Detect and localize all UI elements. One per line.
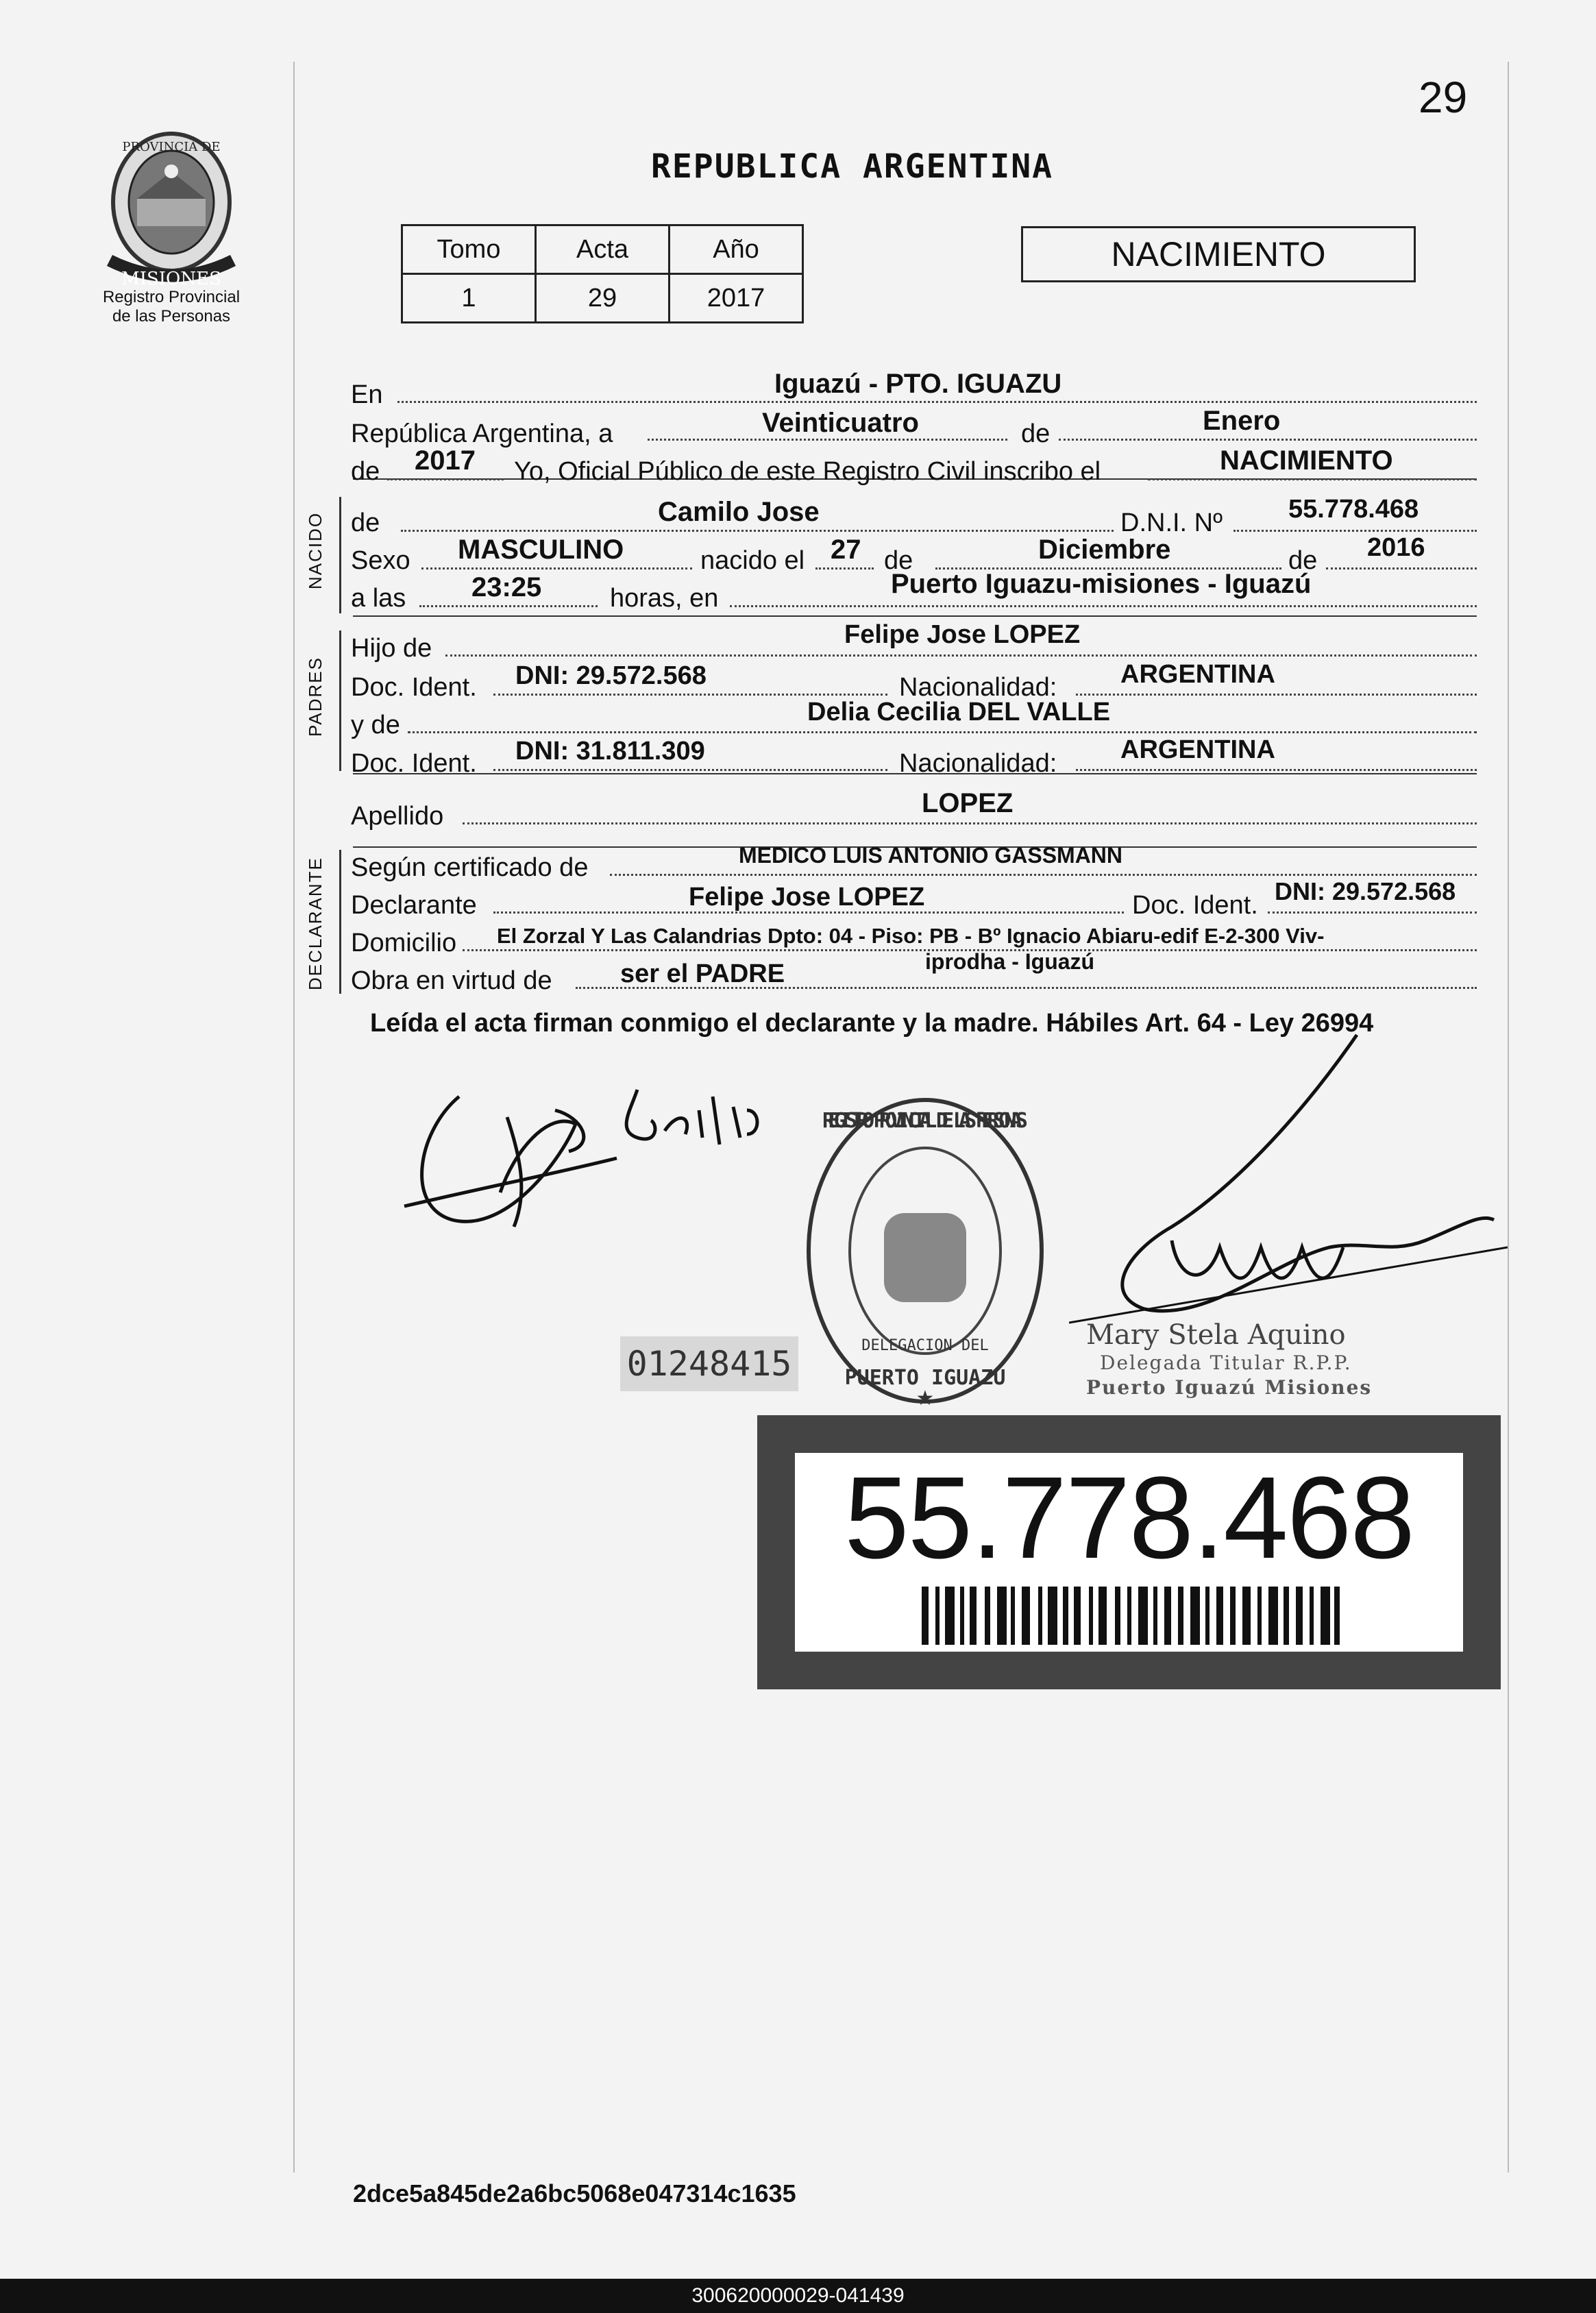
label-doc-madre: Doc. Ident.: [351, 749, 477, 778]
registry-label: Registro Provincial de las Personas: [102, 288, 241, 326]
value-domicilio-cont: iprodha - Iguazú: [925, 949, 1095, 974]
page-number: 29: [1419, 73, 1468, 122]
section-line-nacido: [339, 497, 341, 613]
barcode-number: 55.778.468: [844, 1453, 1414, 1583]
section-line-declarante: [339, 850, 341, 994]
label-horas-en: horas, en: [610, 584, 719, 613]
label-domicilio: Domicilio: [351, 929, 457, 957]
svg-text:★: ★: [916, 1387, 935, 1410]
label-de-nombre: de: [351, 509, 380, 537]
dotted-line: [463, 822, 1477, 824]
label-sexo: Sexo: [351, 546, 410, 575]
svg-text:PROVINCIA DE: PROVINCIA DE: [122, 140, 221, 154]
officer-place: Puerto Iguazú Misiones: [1086, 1376, 1373, 1399]
svg-text:MISIONES: MISIONES: [121, 269, 221, 289]
record-header-acta: Acta: [536, 225, 670, 274]
record-value-tomo: 1: [402, 274, 536, 323]
svg-text:REGISTRO PROVINCIAL DE LAS PER: REGISTRO PROVINCIAL DE LAS PERSONAS: [822, 1109, 1028, 1133]
label-doc-declarante: Doc. Ident.: [1132, 891, 1258, 920]
value-lugar: Iguazú - PTO. IGUAZU: [774, 369, 1062, 399]
section-line-padres: [339, 631, 341, 771]
dotted-line: [401, 530, 1114, 532]
label-nac-padre: Nacionalidad:: [899, 673, 1057, 702]
value-certificado: MEDICO LUIS ANTONIO GASSMANN: [739, 843, 1123, 868]
label-dni: D.N.I. Nº: [1120, 509, 1223, 537]
dotted-line: [419, 605, 598, 607]
document-hash: 2dce5a845de2a6bc5068e047314c1635: [353, 2179, 796, 2207]
value-nombre: Camilo Jose: [658, 497, 820, 527]
value-hora: 23:25: [471, 572, 542, 602]
barcode-panel: [795, 1453, 1463, 1652]
dotted-line: [421, 567, 692, 570]
value-declarante-doc: DNI: 29.572.568: [1275, 877, 1456, 905]
dotted-line: [1326, 567, 1477, 570]
section-label-declarante: DECLARANTE: [305, 857, 326, 990]
label-yo: Yo, Oficial Público de este Registro Civil inscribo el: [514, 457, 1101, 486]
dotted-line: [610, 874, 1477, 876]
dotted-line: [445, 654, 1477, 657]
label-a-las: a las: [351, 584, 406, 613]
dotted-line: [1233, 530, 1477, 532]
divider: [353, 615, 1477, 617]
label-hijo-de: Hijo de: [351, 634, 432, 663]
value-padre-doc: DNI: 29.572.568: [515, 661, 707, 690]
dotted-line: [730, 605, 1477, 607]
serial-number: 01248415: [620, 1336, 798, 1391]
label-y-de: y de: [351, 711, 400, 739]
signature-declarant-icon: [391, 1069, 815, 1254]
value-padre: Felipe Jose LOPEZ: [844, 620, 1081, 649]
section-label-nacido: NACIDO: [305, 511, 326, 589]
record-header-anio: Año: [670, 225, 803, 274]
record-value-acta: 29: [536, 274, 670, 323]
value-mes-nac: Diciembre: [1038, 535, 1171, 565]
provincial-crest-icon: [96, 123, 247, 295]
footer-code: 300620000029-041439: [0, 2279, 1596, 2313]
right-margin-line: [1508, 62, 1509, 2173]
dotted-line: [493, 769, 887, 771]
barcode-bars-icon: [922, 1587, 1340, 1645]
signature-officer-icon: [1069, 1021, 1508, 1350]
value-apellido: LOPEZ: [922, 788, 1014, 818]
label-segun: Según certificado de: [351, 853, 589, 882]
dotted-line: [493, 694, 887, 696]
value-lugar-nac: Puerto Iguazu-misiones - Iguazú: [891, 569, 1312, 599]
label-en: En: [351, 380, 383, 409]
dotted-line: [1148, 478, 1477, 480]
dotted-line: [387, 478, 504, 480]
label-apellido: Apellido: [351, 802, 444, 831]
label-de-anio-nac: de: [1288, 546, 1318, 575]
label-de-mes: de: [884, 546, 913, 575]
dotted-line: [815, 567, 874, 570]
record-table: [401, 224, 804, 323]
barcode-sticker: [757, 1415, 1501, 1689]
document-title: REPUBLICA ARGENTINA: [651, 147, 1054, 186]
value-anio-nac: 2016: [1367, 533, 1425, 562]
dotted-line: [648, 439, 1007, 441]
value-domicilio: El Zorzal Y Las Calandrias Dpto: 04 - Piso: PB - Bº Ignacio Abiaru-edif E-2-300 Viv-: [497, 924, 1325, 948]
record-value-anio: 2017: [670, 274, 803, 323]
label-de-anio: de: [351, 457, 380, 486]
dotted-line: [397, 401, 1477, 403]
value-obra: ser el PADRE: [620, 959, 785, 988]
label-obra: Obra en virtud de: [351, 966, 552, 995]
value-madre-nac: ARGENTINA: [1120, 735, 1275, 764]
value-anio: 2017: [415, 445, 476, 476]
record-header-tomo: Tomo: [402, 225, 536, 274]
value-dia-nac: 27: [831, 535, 861, 565]
value-tipo: NACIMIENTO: [1220, 445, 1393, 476]
value-dni: 55.778.468: [1288, 495, 1419, 524]
dotted-line: [408, 731, 1477, 733]
value-madre-doc: DNI: 31.811.309: [515, 737, 705, 766]
dotted-line: [1076, 769, 1477, 771]
section-label-padres: PADRES: [305, 657, 326, 737]
label-republica: República Argentina, a: [351, 419, 613, 448]
registry-stamp-icon: [798, 1090, 1052, 1412]
label-de: de: [1021, 419, 1051, 448]
label-doc-padre: Doc. Ident.: [351, 673, 477, 702]
dotted-line: [1268, 911, 1477, 914]
svg-text:DELEGACION DEL: DELEGACION DEL: [861, 1337, 989, 1354]
label-nac-madre: Nacionalidad:: [899, 749, 1057, 778]
value-declarante: Felipe Jose LOPEZ: [689, 883, 925, 911]
value-mes: Enero: [1203, 406, 1281, 436]
value-madre: Delia Cecilia DEL VALLE: [807, 698, 1111, 726]
value-padre-nac: ARGENTINA: [1120, 660, 1275, 689]
dotted-line: [1059, 439, 1477, 441]
label-nacido-el: nacido el: [700, 546, 805, 575]
dotted-line: [1076, 694, 1477, 696]
value-dia: Veinticuatro: [762, 408, 919, 438]
officer-name: Mary Stela Aquino: [1086, 1319, 1346, 1351]
value-sexo: MASCULINO: [458, 535, 624, 565]
left-margin-line: [293, 62, 295, 2173]
record-type-box: NACIMIENTO: [1021, 226, 1416, 282]
closing-statement: Leída el acta firman conmigo el declarante y la madre. Hábiles Art. 64 - Ley 26994: [370, 1009, 1374, 1038]
svg-text:PUERTO IGUAZU: PUERTO IGUAZU: [844, 1366, 1006, 1390]
officer-role: Delegada Titular R.P.P.: [1100, 1351, 1352, 1374]
label-declarante: Declarante: [351, 891, 477, 920]
